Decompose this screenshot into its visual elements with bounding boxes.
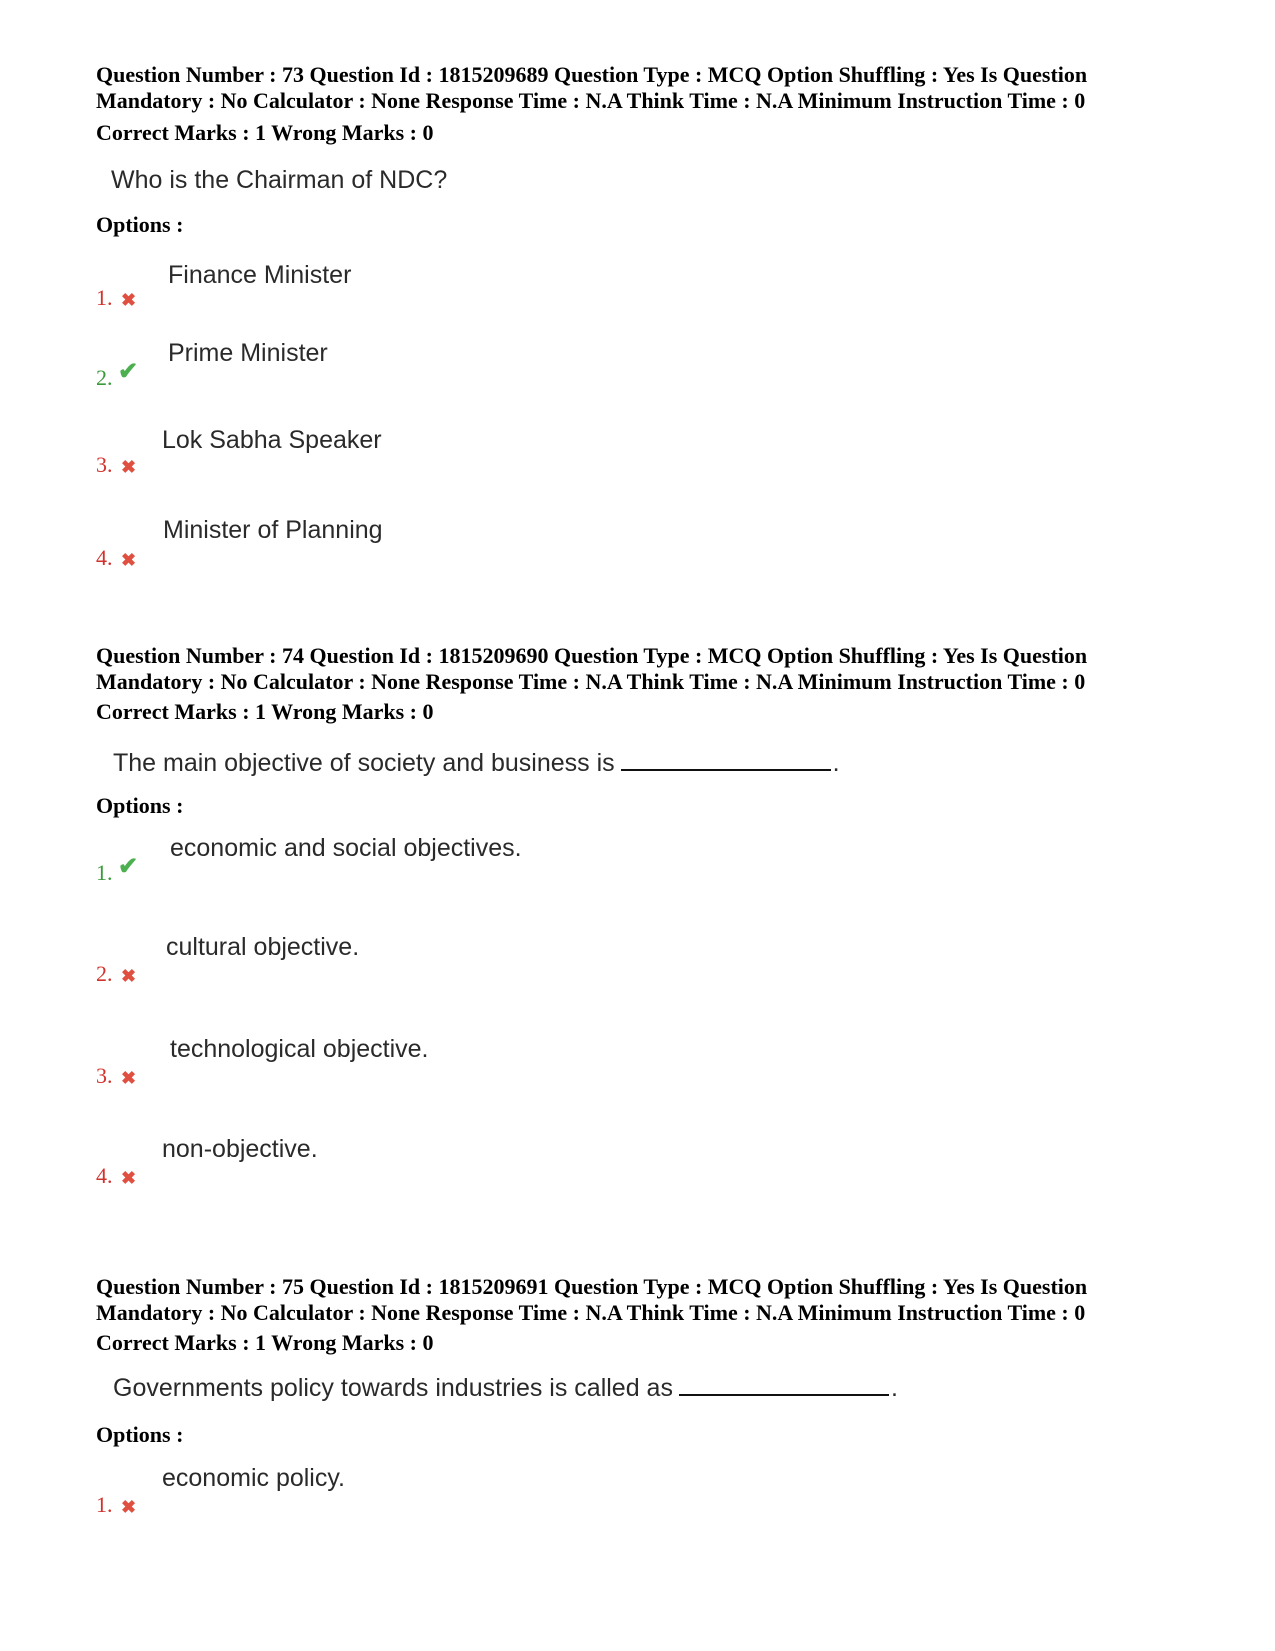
option-text: economic policy. <box>162 1464 345 1492</box>
question-marks: Correct Marks : 1 Wrong Marks : 0 <box>96 1330 434 1355</box>
question-block <box>96 62 1166 622</box>
option-number: 2. <box>96 365 113 390</box>
question-meta-line: Question Number : 73 Question Id : 1815209689 Question Type : MCQ Option Shuffling : Yes Is Question <box>96 62 1088 87</box>
option-text: Minister of Planning <box>163 516 383 544</box>
option-item <box>96 257 896 317</box>
option-item <box>96 933 896 1001</box>
option-text: Lok Sabha Speaker <box>162 426 382 454</box>
option-text: Prime Minister <box>168 339 328 367</box>
option-text: economic and social objectives. <box>170 834 522 862</box>
question-block <box>96 1274 1166 1554</box>
option-item <box>96 426 896 492</box>
option-text: non-objective. <box>162 1135 318 1163</box>
cross-icon: ✖ <box>121 550 137 570</box>
question-text-suffix: . <box>890 1374 898 1402</box>
question-text: The main objective of society and business is <box>113 749 615 777</box>
fill-blank <box>679 1372 889 1396</box>
question-text-suffix: . <box>832 749 840 777</box>
question-text-line <box>113 747 840 778</box>
option-item <box>96 1464 896 1530</box>
options-label: Options : <box>96 793 184 818</box>
question-meta-line: Question Number : 75 Question Id : 1815209691 Question Type : MCQ Option Shuffling : Yes Is Question <box>96 1274 1088 1299</box>
cross-icon: ✖ <box>121 966 137 986</box>
option-number: 2. <box>96 961 113 986</box>
cross-icon: ✖ <box>121 290 137 310</box>
option-item <box>96 1035 896 1103</box>
question-marks: Correct Marks : 1 Wrong Marks : 0 <box>96 699 434 724</box>
option-text: cultural objective. <box>166 933 360 961</box>
option-number: 4. <box>96 545 113 570</box>
cross-icon: ✖ <box>121 1068 137 1088</box>
option-text: Finance Minister <box>168 261 352 289</box>
option-item <box>96 339 896 405</box>
cross-icon: ✖ <box>121 1497 137 1517</box>
cross-icon: ✖ <box>121 457 137 477</box>
question-meta-line: Mandatory : No Calculator : None Response Time : N.A Think Time : N.A Minimum Instruction Time : 0 <box>96 669 1086 694</box>
options-label: Options : <box>96 1422 184 1447</box>
option-item <box>96 1135 896 1203</box>
question-meta-line: Question Number : 74 Question Id : 1815209690 Question Type : MCQ Option Shuffling : Yes Is Question <box>96 643 1088 668</box>
option-number: 4. <box>96 1163 113 1188</box>
check-icon: ✔ <box>118 854 139 880</box>
option-number: 1. <box>96 860 113 885</box>
options-label: Options : <box>96 212 184 237</box>
option-text: technological objective. <box>170 1035 429 1063</box>
option-item <box>96 516 896 585</box>
option-number: 1. <box>96 285 113 310</box>
option-number: 3. <box>96 452 113 477</box>
option-number: 1. <box>96 1492 113 1517</box>
question-meta-line: Mandatory : No Calculator : None Response Time : N.A Think Time : N.A Minimum Instruction Time : 0 <box>96 1300 1086 1325</box>
option-item <box>96 834 896 900</box>
question-marks: Correct Marks : 1 Wrong Marks : 0 <box>96 120 434 145</box>
check-icon: ✔ <box>118 359 139 385</box>
fill-blank <box>621 747 831 771</box>
question-text: Who is the Chairman of NDC? <box>111 166 448 194</box>
question-text: Governments policy towards industries is called as <box>113 1374 673 1402</box>
option-number: 3. <box>96 1063 113 1088</box>
question-block <box>96 643 1166 1233</box>
question-text-line <box>113 1372 898 1403</box>
cross-icon: ✖ <box>121 1168 137 1188</box>
question-meta-line: Mandatory : No Calculator : None Response Time : N.A Think Time : N.A Minimum Instruction Time : 0 <box>96 88 1086 113</box>
